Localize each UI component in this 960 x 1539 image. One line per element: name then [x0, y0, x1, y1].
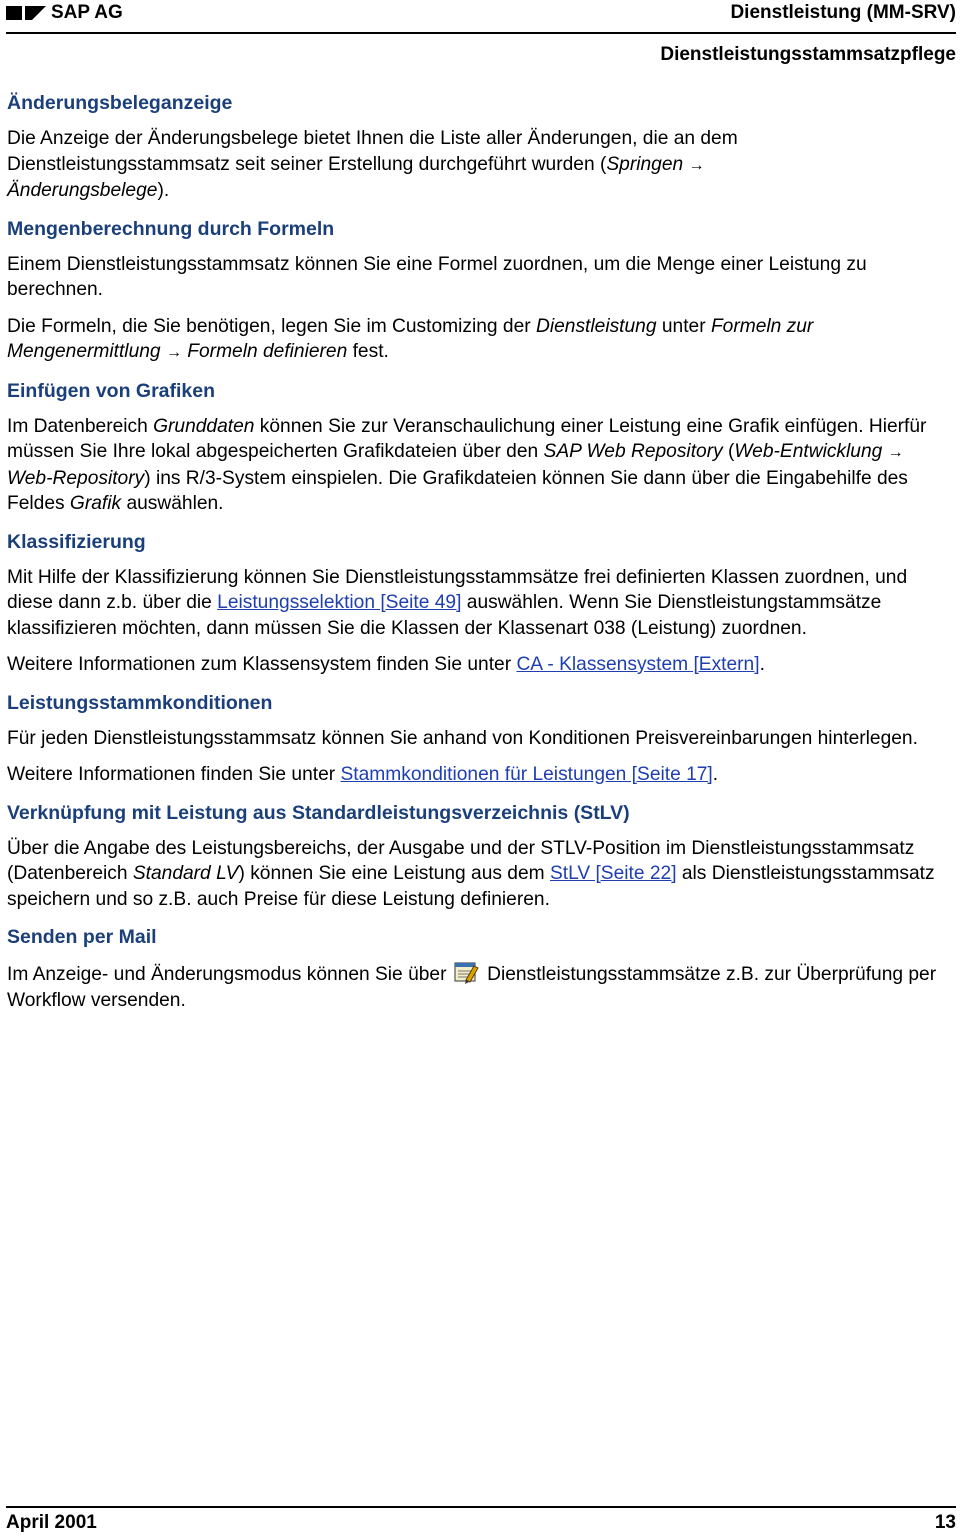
module-title: Dienstleistung (MM-SRV) [730, 2, 956, 23]
paragraph: Für jeden Dienstleistungsstammsatz können Sie anhand von Konditionen Preisvereinbarungen hinterlegen. [7, 727, 918, 749]
arrow-icon: → [887, 444, 904, 461]
section-heading: Einfügen von Grafiken [7, 379, 216, 402]
paragraph: Im Datenbereich Grunddaten können Sie zur Veranschaulichung einer Leistung eine Grafik einfügen. Hierfür müssen Sie Ihre lokal abgespeicherten Grafikdateien über den SAP Web Repository (Web-Entwicklung → Web-Repository) ins R/3-System einspielen. Die Grafikdateien können Sie dann über die Eingabehilfe des Feldes Grafik auswählen. [7, 415, 927, 514]
page-header [6, 0, 956, 36]
section-heading: Mengenberechnung durch Formeln [7, 217, 335, 240]
arrow-icon: → [688, 156, 705, 174]
paragraph: Weitere Informationen zum Klassensystem finden Sie unter CA - Klassensystem [Extern]. [7, 654, 765, 675]
paragraph: Im Anzeige- und Änderungsmodus können Sie über Dienstleistungsstammsätze z.B. zur Überprüfung per Workflow versenden. [7, 960, 947, 1013]
section-heading: Leistungsstammkonditionen [7, 691, 273, 714]
section-heading: Klassifizierung [7, 530, 146, 553]
footer-divider [6, 1506, 956, 1508]
header-divider [6, 32, 956, 34]
footer-date: April 2001 [6, 1512, 97, 1533]
send-mail-icon[interactable] [454, 960, 480, 984]
paragraph: Einem Dienstleistungsstammsatz können Sie eine Formel zuordnen, um die Menge einer Leistung zu berechnen. [7, 253, 867, 300]
section-leistungsstammkonditionen [7, 690, 947, 788]
section-klassifizierung [7, 529, 947, 678]
section-stlv [7, 800, 947, 913]
page-subtitle: Dienstleistungsstammsatzpflege [660, 44, 956, 65]
arrow-icon: → [165, 344, 182, 361]
page-footer [6, 1506, 956, 1539]
page-number: 13 [934, 1512, 956, 1533]
document-body [7, 90, 947, 1025]
paragraph: Die Formeln, die Sie benötigen, legen Sie im Customizing der Dienstleistung unter Formeln zur Mengenermittlung → Formeln definieren fest. [7, 315, 814, 362]
link-stlv[interactable]: StLV [Seite 22] [549, 863, 677, 884]
sap-logo-icon [6, 4, 46, 22]
link-klassensystem[interactable]: CA - Klassensystem [Extern] [516, 654, 760, 675]
paragraph: Die Anzeige der Änderungsbelege bietet Ihnen die Liste aller Änderungen, die an dem Dienstleistungsstammsatz seit seiner Erstellung durchgeführt wurden (Springen → Änderungsbelege). [7, 128, 738, 201]
section-grafiken [7, 378, 947, 517]
paragraph: Mit Hilfe der Klassifizierung können Sie Dienstleistungsstammsätze frei definierten Klassen zuordnen, und diese dann z.b. über die Leistungsselektion [Seite 49] auswählen. Wenn Sie Dienstleistungstammsätze klassifizieren möchten, dann müssen Sie die Klassen der Klassenart 038 (Leistung) zuordnen. [7, 566, 908, 639]
link-leistungsselektion[interactable]: Leistungsselektion [Seite 49] [217, 592, 462, 613]
paragraph: Über die Angabe des Leistungsbereichs, der Ausgabe und der STLV-Position im Dienstleistungsstammsatz (Datenbereich Standard LV) können Sie eine Leistung aus dem StLV [Seite 22] als Dienstleistungsstammsatz speichern und so z.B. auch Preise für diese Leistung definieren. [7, 837, 935, 910]
section-aenderungsbeleganzeige [7, 90, 947, 204]
section-heading: Änderungsbeleganzeige [7, 92, 233, 114]
brand-name: SAP AG [51, 2, 123, 23]
section-heading: Senden per Mail [7, 926, 157, 948]
section-senden-per-mail [7, 924, 947, 1013]
section-heading: Verknüpfung mit Leistung aus Standardleistungsverzeichnis (StLV) [7, 801, 630, 824]
sap-logo [6, 2, 123, 24]
section-mengenberechnung [7, 216, 947, 366]
link-stammkonditionen[interactable]: Stammkonditionen für Leistungen [Seite 17] [340, 764, 713, 785]
paragraph: Weitere Informationen finden Sie unter Stammkonditionen für Leistungen [Seite 17]. [7, 764, 719, 785]
